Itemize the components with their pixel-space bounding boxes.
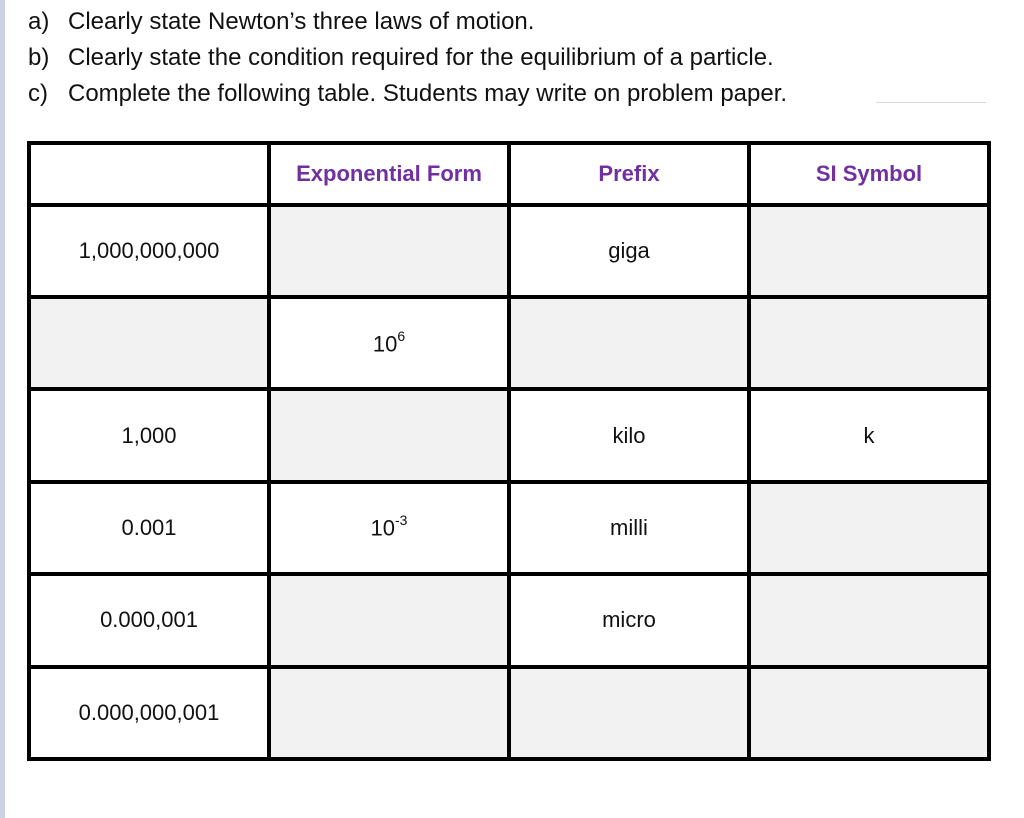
symbol-cell[interactable]: [749, 667, 989, 759]
table-row: [29, 389, 989, 481]
table-row: [29, 205, 989, 297]
header-prefix: Prefix: [509, 143, 749, 205]
symbol-cell: k: [749, 389, 989, 481]
faint-underline: [876, 102, 986, 103]
table-row: [29, 574, 989, 666]
question-list: [28, 4, 787, 112]
header-si-symbol: SI Symbol: [749, 143, 989, 205]
table-row: [29, 297, 989, 389]
value-cell: 0.001: [29, 482, 269, 574]
question-text: Complete the following table. Students may write on problem paper.: [68, 80, 788, 107]
exponential-cell: [269, 482, 509, 574]
left-margin-rule: [0, 0, 5, 818]
exponential-cell[interactable]: [269, 667, 509, 759]
symbol-cell[interactable]: [749, 205, 989, 297]
prefix-cell[interactable]: [509, 667, 749, 759]
prefix-cell: kilo: [509, 389, 749, 481]
exp-base: 10: [372, 330, 398, 356]
prefix-cell: milli: [509, 482, 749, 574]
prefix-cell: giga: [509, 205, 749, 297]
value-cell: 1,000,000,000: [29, 205, 269, 297]
question-c: [28, 76, 787, 112]
question-letter: b): [28, 44, 50, 71]
si-prefix-table: [27, 141, 991, 761]
value-cell[interactable]: [29, 297, 269, 389]
question-letter: a): [28, 8, 50, 35]
prefix-cell[interactable]: [509, 297, 749, 389]
symbol-cell[interactable]: [749, 297, 989, 389]
exponential-cell[interactable]: [269, 205, 509, 297]
table-row: [29, 667, 989, 759]
value-cell: 0.000,001: [29, 574, 269, 666]
exp-power: 6: [397, 327, 406, 344]
question-a: [28, 4, 787, 40]
exponential-cell: [269, 297, 509, 389]
exp-base: 10: [370, 515, 396, 541]
question-text: Clearly state the condition required for the equilibrium of a particle.: [68, 44, 774, 71]
table-header-row: [29, 143, 989, 205]
symbol-cell[interactable]: [749, 574, 989, 666]
symbol-cell[interactable]: [749, 482, 989, 574]
exp-power: -3: [395, 512, 408, 529]
header-exponential-form: Exponential Form: [269, 143, 509, 205]
prefix-cell: micro: [509, 574, 749, 666]
question-b: [28, 40, 787, 76]
question-text: Clearly state Newton’s three laws of motion.: [68, 8, 535, 35]
question-letter: c): [28, 80, 48, 107]
header-blank: [29, 143, 269, 205]
value-cell: 0.000,000,001: [29, 667, 269, 759]
value-cell: 1,000: [29, 389, 269, 481]
table-row: [29, 482, 989, 574]
exponential-cell[interactable]: [269, 389, 509, 481]
exponential-cell[interactable]: [269, 574, 509, 666]
